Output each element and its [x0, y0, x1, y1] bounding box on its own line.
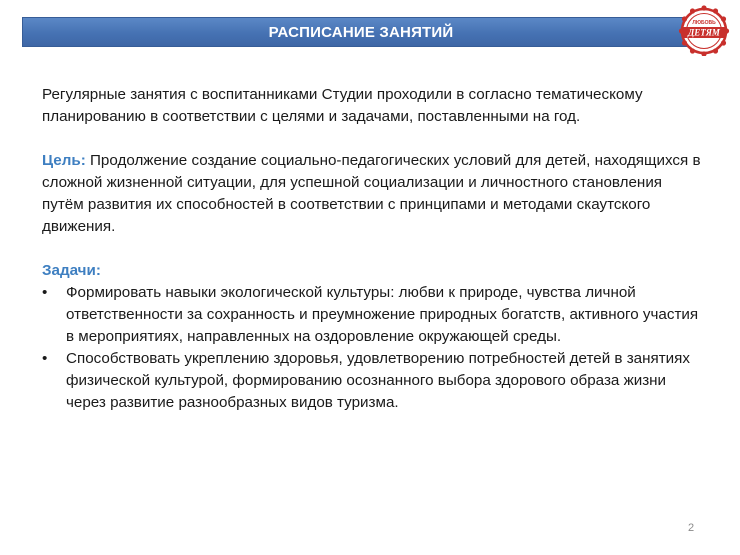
bullet-icon: •	[42, 284, 48, 301]
list-item	[42, 348, 702, 414]
goal-paragraph	[42, 150, 702, 238]
logo-icon	[672, 4, 736, 56]
logo-text: ДЕТЯМ	[688, 27, 720, 38]
logo-subtext: ЛЮБОВЬ	[692, 20, 716, 26]
task-text: Формировать навыки экологической культуры: любви к природе, чувства личной ответственности за сохранность и преумножение природных богатств, активного участия в мероприятиях, направленных на оздоровление окружающей среды.	[66, 284, 699, 345]
task-text: Способствовать укреплению здоровья, удовлетворению потребностей детей в занятиях физической культурой, формированию осознанного выбора здорового образа жизни через развитие разнообразных видов туризма.	[66, 350, 690, 411]
bullet-icon: •	[42, 350, 48, 367]
slide-title: РАСПИСАНИЕ ЗАНЯТИЙ	[268, 23, 454, 41]
page-number: 2	[688, 522, 695, 534]
slide-content	[42, 84, 702, 414]
tasks-list	[42, 282, 702, 414]
intro-paragraph: Регулярные занятия с воспитанниками Студии проходили в согласно тематическому планированию в соответствии с целями и задачами, поставленными на год.	[42, 86, 643, 125]
goal-text: Продолжение создание социально-педагогических условий для детей, находящихся в сложной жизненной ситуации, для успешной социализации и личностного становления путём развития их способностей в соответствии с принципами и методами скаутского движения.	[42, 152, 701, 235]
list-item	[42, 282, 702, 348]
goal-label: Цель:	[42, 152, 86, 169]
title-bar	[22, 17, 700, 47]
tasks-label: Задачи:	[42, 262, 101, 279]
